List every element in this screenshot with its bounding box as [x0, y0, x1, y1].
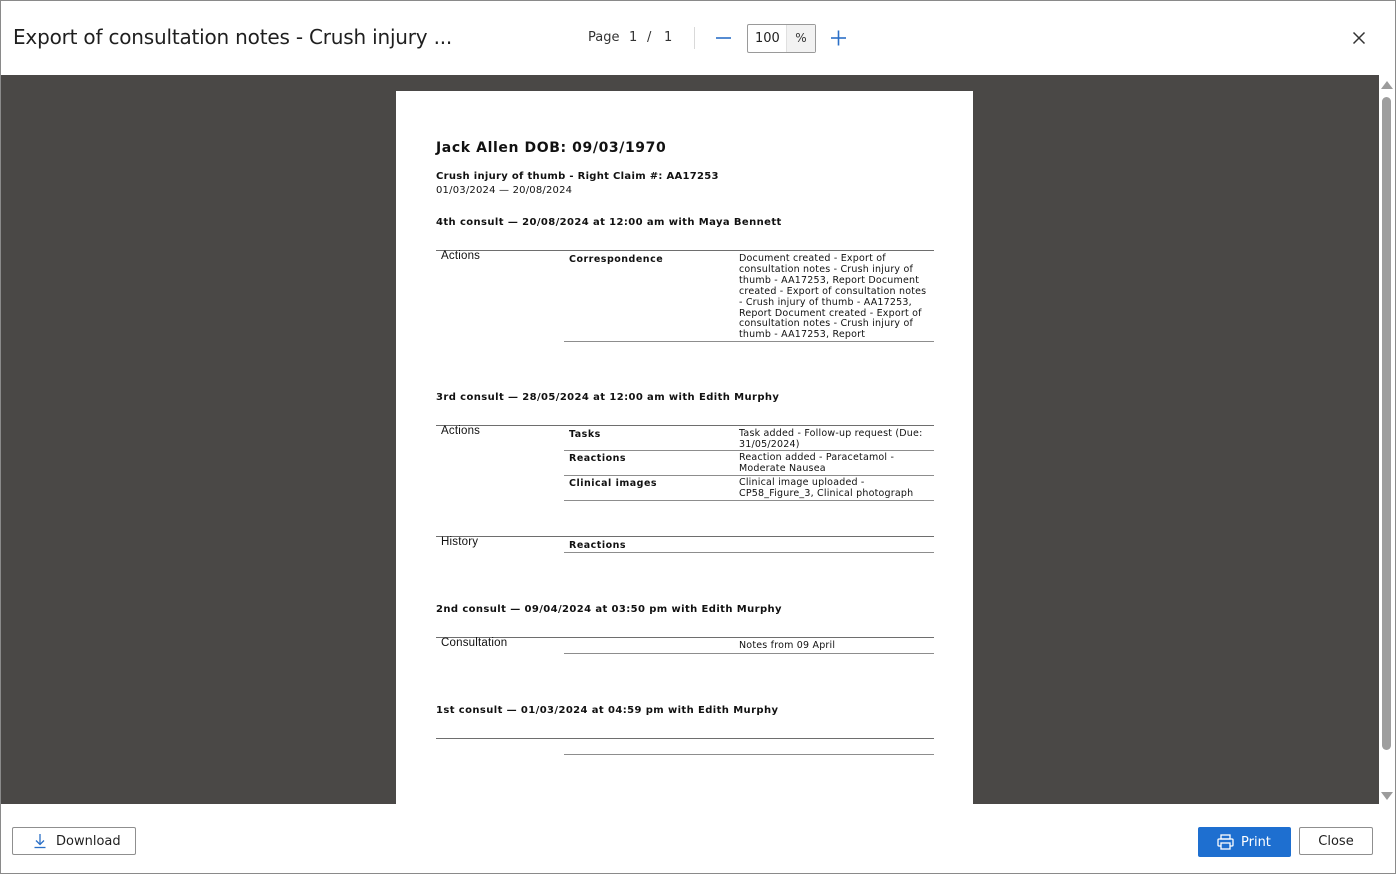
- minus-icon: [710, 25, 736, 51]
- scrollbar-thumb[interactable]: [1382, 97, 1391, 750]
- section-rule: [436, 536, 934, 537]
- vertical-scrollbar[interactable]: [1379, 75, 1395, 804]
- section-rule: [436, 738, 934, 739]
- row-rule: [564, 552, 934, 553]
- scroll-up-arrow-icon[interactable]: [1381, 81, 1393, 89]
- row-category: Clinical images: [569, 478, 658, 489]
- row-rule: [564, 341, 934, 342]
- dialog-header: [1, 1, 1395, 75]
- zoom-input[interactable]: [748, 25, 791, 52]
- scroll-down-arrow-icon[interactable]: [1381, 792, 1393, 800]
- section-rule: [436, 425, 934, 426]
- plus-icon: [825, 25, 851, 51]
- dialog-footer: [1, 804, 1395, 873]
- section-rule: [436, 250, 934, 251]
- patient-heading: Jack Allen DOB: 09/03/1970: [436, 140, 667, 156]
- page-separator: /: [647, 30, 652, 45]
- row-category: Correspondence: [569, 254, 664, 265]
- section-rule: [436, 637, 934, 638]
- print-button[interactable]: [1198, 827, 1291, 857]
- download-label: Download: [56, 833, 121, 849]
- close-icon: [1347, 26, 1371, 50]
- close-dialog-button[interactable]: [1347, 26, 1371, 50]
- row-rule: [564, 653, 934, 654]
- close-button[interactable]: [1299, 827, 1373, 855]
- row-detail: Document created - Export of consultation notes - Crush injury of thumb - AA17253, Report Document created - Export of consultation notes - Crush injury of thumb - AA17253, Report Document created - Export of consultation notes - Crush injury of thumb - AA17253, Report: [739, 253, 927, 341]
- consult-heading: 4th consult — 20/08/2024 at 12:00 am with Maya Bennett: [436, 217, 782, 228]
- printer-icon: [1217, 834, 1234, 850]
- row-detail: Clinical image uploaded - CP58_Figure_3, Clinical photograph: [739, 477, 914, 499]
- row-rule: [564, 450, 934, 451]
- current-page[interactable]: 1: [629, 30, 638, 45]
- row-detail: Task added - Follow-up request (Due: 31/05/2024): [739, 428, 923, 450]
- section-name: Actions: [441, 425, 481, 437]
- row-rule: [564, 475, 934, 476]
- row-category: Reactions: [569, 540, 627, 551]
- zoom-field[interactable]: [747, 24, 816, 53]
- zoom-out-button[interactable]: [710, 25, 736, 51]
- row-category: Tasks: [569, 429, 601, 440]
- page-label: Page: [588, 30, 620, 45]
- total-pages: 1: [664, 30, 673, 45]
- row-category: Reactions: [569, 453, 627, 464]
- injury-claim: Crush injury of thumb - Right Claim #: AA17253: [436, 171, 719, 182]
- close-label: Close: [1318, 833, 1354, 849]
- consult-heading: 3rd consult — 28/05/2024 at 12:00 am with Edith Murphy: [436, 392, 780, 403]
- section-name: History: [441, 536, 479, 548]
- consult-heading: 2nd consult — 09/04/2024 at 03:50 pm with Edith Murphy: [436, 604, 782, 615]
- row-rule: [564, 500, 934, 501]
- download-button[interactable]: [12, 827, 136, 855]
- zoom-in-button[interactable]: [825, 25, 851, 51]
- download-icon: [33, 833, 47, 849]
- dialog-title: Export of consultation notes - Crush injury ...: [13, 25, 453, 49]
- document-viewer[interactable]: [1, 75, 1379, 804]
- row-detail: Reaction added - Paracetamol - Moderate Nausea: [739, 452, 895, 474]
- consult-heading: 1st consult — 01/03/2024 at 04:59 pm with Edith Murphy: [436, 705, 779, 716]
- section-name: Consultation: [441, 637, 508, 649]
- date-range: 01/03/2024 — 20/08/2024: [436, 185, 573, 196]
- print-label: Print: [1241, 834, 1271, 850]
- row-rule: [564, 754, 934, 755]
- row-detail: Notes from 09 April: [739, 640, 836, 651]
- document-page: [396, 91, 973, 804]
- zoom-unit: %: [786, 25, 815, 52]
- toolbar-divider: [694, 27, 695, 49]
- section-name: Actions: [441, 250, 481, 262]
